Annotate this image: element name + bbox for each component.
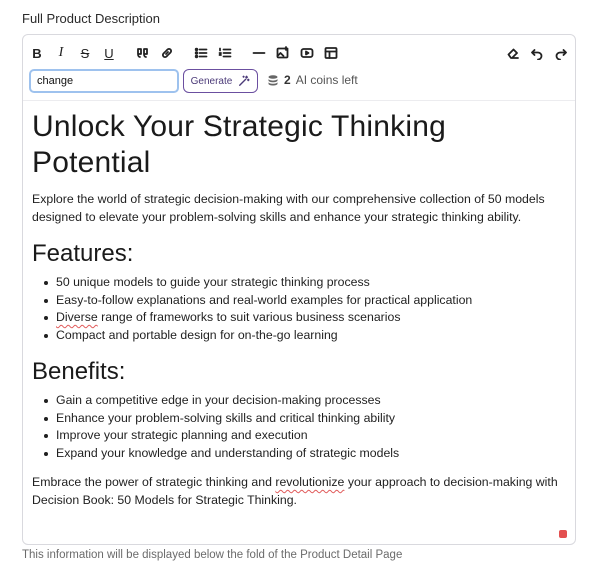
ordered-list-button[interactable] bbox=[215, 44, 235, 62]
eraser-icon bbox=[506, 46, 520, 60]
editor-content[interactable] bbox=[32, 109, 568, 509]
link-button[interactable] bbox=[157, 44, 177, 62]
undo-button[interactable] bbox=[527, 44, 547, 62]
content-title: Unlock Your Strategic Thinking Potential bbox=[32, 110, 447, 179]
content-intro: Explore the world of strategic decision-making with our comprehensive collection of 50 models designed to elevate your problem-solving skills and enhance your strategic thinking ability. bbox=[32, 192, 545, 224]
features-heading: Features: bbox=[32, 240, 134, 267]
generate-button[interactable] bbox=[183, 69, 258, 93]
underline-button[interactable]: U bbox=[104, 45, 114, 61]
ordered-list-icon bbox=[218, 46, 232, 60]
horizontal-rule-button[interactable] bbox=[249, 44, 269, 62]
coins-text: AI coins left bbox=[295, 73, 358, 87]
list-item: Expand your knowledge and understanding of strategic models bbox=[42, 445, 568, 463]
ai-prompt-input[interactable] bbox=[29, 69, 179, 93]
list-item: 50 unique models to guide your strategic thinking process bbox=[42, 274, 568, 292]
editor-toolbar bbox=[23, 35, 575, 101]
resize-handle[interactable] bbox=[559, 530, 567, 538]
redo-button[interactable] bbox=[551, 44, 571, 62]
misspelled-word[interactable]: Diverse bbox=[56, 310, 98, 324]
blockquote-button[interactable] bbox=[133, 44, 153, 62]
table-button[interactable] bbox=[321, 44, 341, 62]
video-button[interactable] bbox=[297, 44, 317, 62]
bold-button[interactable]: B bbox=[32, 45, 42, 61]
list-item bbox=[42, 309, 568, 327]
redo-icon bbox=[554, 46, 568, 60]
italic-button[interactable]: I bbox=[58, 45, 64, 60]
benefits-heading: Benefits: bbox=[32, 358, 126, 385]
bullet-list-icon bbox=[194, 46, 208, 60]
coins-count: 2 bbox=[284, 73, 291, 87]
closing-text-a: Embrace the power of strategic thinking and bbox=[32, 475, 272, 489]
features-list bbox=[42, 274, 568, 344]
misspelled-word[interactable]: revolutionize bbox=[275, 475, 345, 489]
content-closing bbox=[32, 474, 568, 509]
coins-icon bbox=[267, 74, 279, 86]
list-item: Enhance your problem-solving skills and critical thinking ability bbox=[42, 410, 568, 428]
field-label: Full Product Description bbox=[22, 11, 160, 26]
generate-label: Generate bbox=[190, 75, 233, 87]
quote-icon bbox=[136, 46, 150, 60]
undo-icon bbox=[530, 46, 544, 60]
rich-text-editor[interactable] bbox=[22, 34, 576, 545]
bullet-list-button[interactable] bbox=[191, 44, 211, 62]
closing-text-b: your approach to decision-making with Decision Book: 50 Models for Strategic Thinking. bbox=[32, 475, 558, 507]
list-item-text: range of frameworks to suit various business scenarios bbox=[101, 310, 401, 324]
list-item: Gain a competitive edge in your decision-making processes bbox=[42, 392, 568, 410]
list-item: Improve your strategic planning and execution bbox=[42, 427, 568, 445]
strikethrough-button[interactable]: S bbox=[80, 45, 90, 61]
list-item: Compact and portable design for on-the-go learning bbox=[42, 327, 568, 345]
helper-text: This information will be displayed below the fold of the Product Detail Page bbox=[22, 549, 403, 561]
magic-wand-icon bbox=[238, 75, 250, 87]
ai-coins-indicator bbox=[267, 73, 358, 87]
table-icon bbox=[324, 46, 338, 60]
link-icon bbox=[160, 46, 174, 60]
clear-format-button[interactable] bbox=[503, 44, 523, 62]
image-icon bbox=[276, 46, 290, 60]
benefits-list bbox=[42, 392, 568, 462]
video-icon bbox=[300, 46, 314, 60]
image-button[interactable] bbox=[273, 44, 293, 62]
horizontal-rule-icon bbox=[252, 46, 266, 60]
list-item: Easy-to-follow explanations and real-world examples for practical application bbox=[42, 292, 568, 310]
